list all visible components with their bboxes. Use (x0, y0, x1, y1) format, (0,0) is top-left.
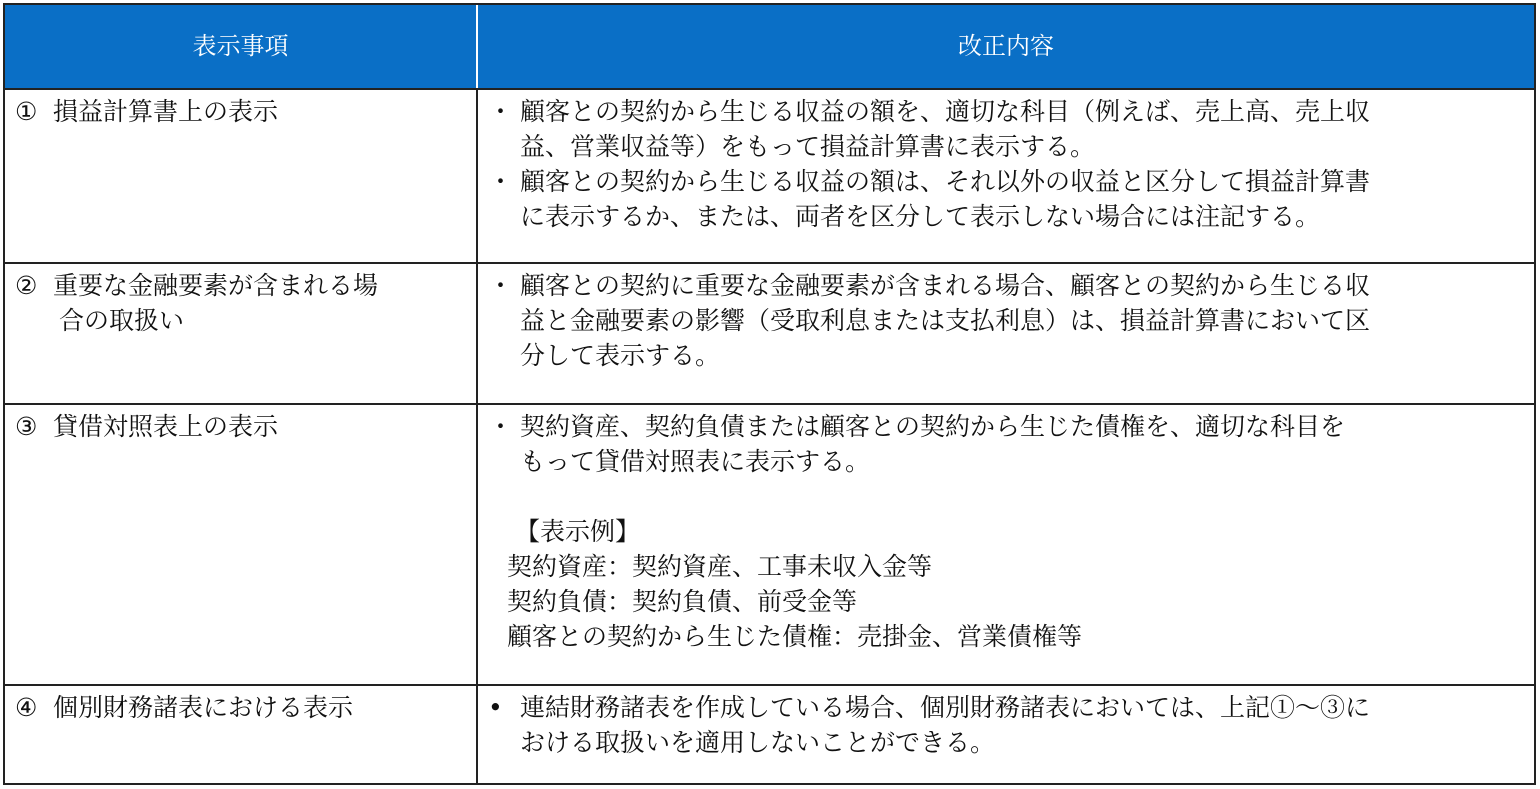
bullet-text-line: 分して表示する。 (520, 341, 721, 370)
bullet-text-line: に表示するか、または、両者を区分して表示しない場合には注記する。 (520, 202, 1321, 231)
table-row (5, 88, 1534, 262)
item-number: ③ (15, 412, 38, 441)
bullet-text-line: 顧客との契約から生じる収益の額は、それ以外の収益と区分して損益計算書 (520, 167, 1371, 196)
bullet-mark: ・ (488, 167, 514, 196)
bullet-mark: ・ (488, 97, 514, 126)
content-cell (485, 94, 1525, 234)
bullet-mark: • (488, 693, 503, 722)
item-cell (15, 94, 465, 129)
bullet-text-line: 益、営業収益等）をもって損益計算書に表示する。 (520, 132, 1096, 161)
header-revision-content: 改正内容 (958, 32, 1054, 60)
bullet-item (485, 268, 1525, 373)
table-row (5, 684, 1534, 783)
bullet-item (485, 94, 1525, 164)
table-header (5, 5, 1534, 88)
column-divider (476, 88, 478, 783)
bullet-item (485, 164, 1525, 234)
content-cell (485, 409, 1525, 654)
example-line: 契約負債：契約負債、前受金等 (507, 587, 858, 616)
item-label: 重要な金融要素が含まれる場 (53, 271, 379, 300)
content-cell (485, 268, 1525, 373)
item-number: ① (15, 97, 38, 126)
item-number: ④ (15, 693, 38, 722)
item-label: 貸借対照表上の表示 (53, 412, 279, 441)
item-label: 個別財務諸表における表示 (53, 693, 354, 722)
bullet-item (485, 690, 1525, 760)
bullet-text-line: もって貸借対照表に表示する。 (520, 447, 871, 476)
bullet-item (485, 409, 1525, 479)
item-cell (15, 268, 465, 338)
item-cell (15, 409, 465, 444)
header-display-item: 表示事項 (192, 32, 289, 60)
content-cell (485, 690, 1525, 760)
bullet-mark: ・ (488, 412, 514, 441)
item-number: ② (15, 271, 38, 300)
table-row (5, 403, 1534, 684)
bullet-mark: ・ (488, 271, 514, 300)
bullet-text-line: 連結財務諸表を作成している場合、個別財務諸表においては、上記①～③に (520, 693, 1371, 722)
item-label-continued: 合の取扱い (59, 306, 185, 335)
bullet-text-line: 顧客との契約から生じる収益の額を、適切な科目（例えば、売上高、売上収 (520, 97, 1371, 126)
revision-table (3, 3, 1536, 785)
bullet-text-line: おける取扱いを適用しないことができる。 (520, 728, 996, 757)
example-line: 契約資産：契約資産、工事未収入金等 (507, 552, 933, 581)
bullet-text-line: 益と金融要素の影響（受取利息または支払利息）は、損益計算書において区 (520, 306, 1371, 335)
table-row (5, 262, 1534, 403)
example-line: 顧客との契約から生じた債権：売掛金、営業債権等 (507, 622, 1083, 651)
example-title: 【表示例】 (515, 517, 641, 546)
bullet-text-line: 契約資産、契約負債または顧客との契約から生じた債権を、適切な科目を (520, 412, 1346, 441)
item-cell (15, 690, 465, 725)
item-label: 損益計算書上の表示 (53, 97, 279, 126)
bullet-text-line: 顧客との契約に重要な金融要素が含まれる場合、顧客との契約から生じる収 (520, 271, 1371, 300)
